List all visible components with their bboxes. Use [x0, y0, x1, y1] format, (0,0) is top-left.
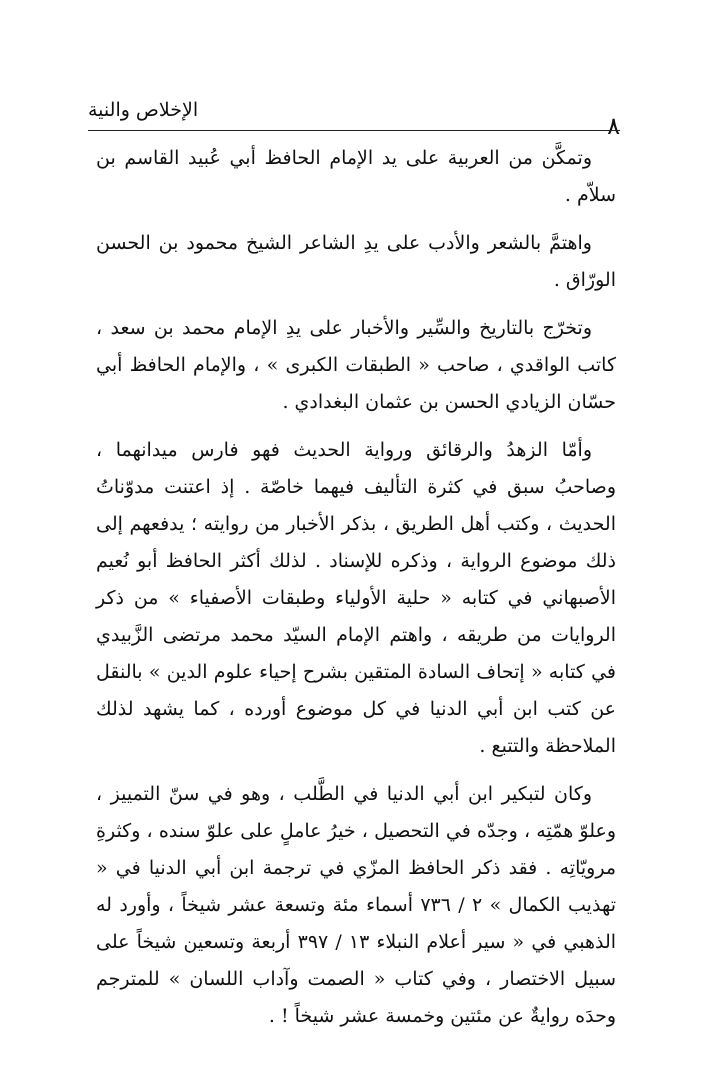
body-text	[96, 140, 616, 1035]
header-rule	[88, 130, 620, 131]
page-header	[88, 98, 620, 140]
running-title: الإخلاص والنية	[88, 99, 199, 121]
paragraph-teachers: وكان لتبكير ابن أبي الدنيا في الطَّلب ، وهو في سنّ التمييز ، وعلوّ همّتِه ، وجدّه في التحصيل ، خيرُ عاملٍ على علوّ سنده ، وكثرةِ مرويّاتِه . فقد ذكر الحافظ المزّي في ترجمة ابن أبي الدنيا في « تهذيب الكمال » ٢ / ٧٣٦ أسماء مئة وتسعة عشر شيخاً ، وأورد له الذهبي في « سير أعلام النبلاء ١٣ / ٣٩٧ أربعة وتسعين شيخاً على سبيل الاختصار ، وفي كتاب « الصمت وآداب اللسان » للمترجم وحدَه روايةٌ عن مئتين وخمسة عشر شيخاً ! .	[96, 783, 617, 1027]
paragraph-hadith-asceticism: وأمّا الزهدُ والرقائق ورواية الحديث فهو فارس ميدانهما ، وصاحبُ سبق في كثرة التأليف فيهما خاصّة . إذ اعتنت مدوّناتُ الحديث ، وكتب أهل الطريق ، بذكر الأخبار من روايته ؛ يدفعهم إلى ذلك موضوع الرواية ، وذكره للإسناد . لذلك أكثر الحافظ أبو نُعيم الأصبهاني في كتابه « حلية الأولياء وطبقات الأصفياء » من ذكر الروايات من طريقه ، واهتم الإمام السيّد محمد مرتضى الزَّبيدي في كتابه « إتحاف السادة المتقين بشرح إحياء علوم الدين » بالنقل عن كتب ابن أبي الدنيا في كل موضوع أورده ، كما يشهد لذلك الملاحظة والتتبع .	[96, 439, 616, 757]
page-number: ٨	[607, 112, 620, 140]
paragraph-poetry-study: واهتمَّ بالشعر والأدب على يدِ الشاعر الشيخ محمود بن الحسن الورّاق .	[96, 232, 616, 291]
paragraph-arabic-study: وتمكَّن من العربية على يد الإمام الحافظ أبي عُبيد القاسم بن سلاّم .	[96, 147, 616, 206]
paragraph-history-study: وتخرّج بالتاريخ والسِّير والأخبار على يدِ الإمام محمد بن سعد ، كاتب الواقدي ، صاحب « الطبقات الكبرى » ، والإمام الحافظ أبي حسّان الزيادي الحسن بن عثمان البغدادي .	[96, 317, 616, 413]
